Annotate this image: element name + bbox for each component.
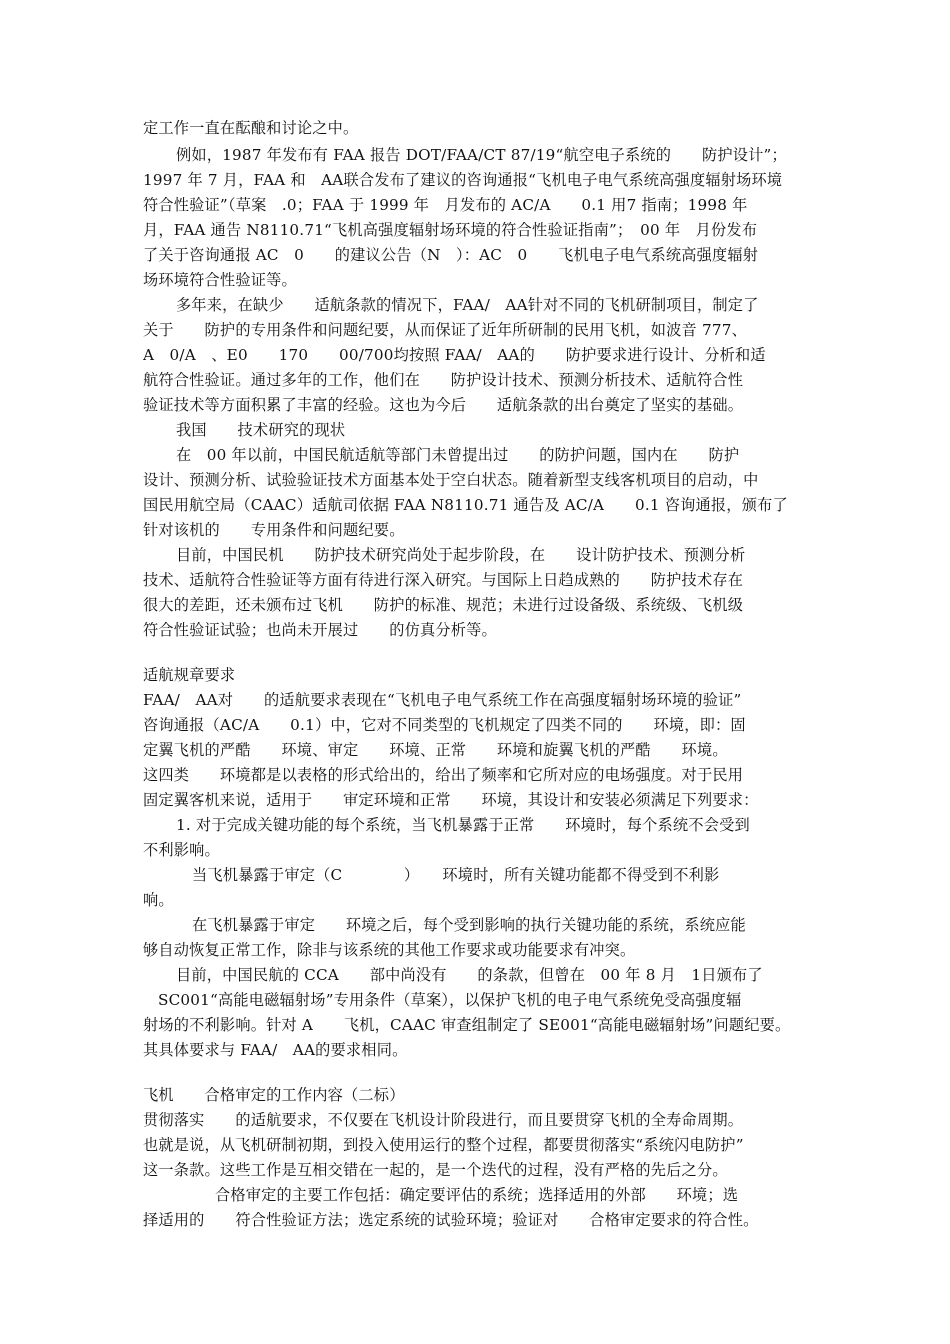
- text-line: 1. 对于完成关键功能的每个系统，当飞机暴露于正常 环境时，每个系统不会受到: [176, 816, 750, 834]
- section-heading: 适航规章要求: [143, 666, 236, 684]
- text-line: 目前，中国民机 防护技术研究尚处于起步阶段，在 设计防护技术、预测分析: [176, 546, 746, 564]
- text-line: 定翼飞机的严酷 环境、审定 环境、正常 环境和旋翼飞机的严酷 环境。: [143, 741, 728, 759]
- text-line: 在飞机暴露于审定 环境之后，每个受到影响的执行关键功能的系统，系统应能: [192, 916, 746, 934]
- text-line: 月，FAA 通告 N8110.71“飞机高强度辐射场环境的符合性验证指南”； 00 年 月份发布: [143, 221, 758, 239]
- text-line: 在 00 年以前，中国民航适航等部门未曾提出过 的防护问题，国内在 防护: [176, 446, 740, 464]
- text-line: 固定翼客机来说，适用于 审定环境和正常 环境，其设计和安装必须满足下列要求：: [143, 791, 759, 809]
- text-line: 不利影响。: [143, 841, 220, 859]
- text-line: 贯彻落实 的适航要求，不仅要在飞机设计阶段进行，而且要贯穿飞机的全寿命周期。: [143, 1111, 744, 1129]
- text-line: 响。: [143, 891, 174, 909]
- text-line: 例如，1987 年发布有 FAA 报告 DOT/FAA/CT 87/19“航空电子系统的 防护设计”；: [176, 146, 787, 164]
- text-line: 设计、预测分析、试验验证技术方面基本处于空白状态。随着新型支线客机项目的启动，中: [143, 471, 759, 489]
- text-line: 定工作一直在酝酿和讨论之中。: [143, 119, 359, 137]
- text-line: 针对该机的 专用条件和问题纪要。: [143, 521, 405, 539]
- text-line: 了关于咨询通报 AC 0 的建议公告（N ）：AC 0 飞机电子电气系统高强度辐射: [143, 246, 759, 264]
- text-line: 咨询通报（AC/A 0.1）中，它对不同类型的飞机规定了四类不同的 环境，即：固: [143, 716, 746, 734]
- text-line: A 0/A 、E0 170 00/700均按照 FAA/ AA的 防护要求进行设计、分析和适: [143, 346, 766, 364]
- text-line: 国民用航空局（CAAC）适航司依据 FAA N8110.71 通告及 AC/A 0.1 咨询通报，颁布了: [143, 496, 788, 514]
- text-line: 射场的不利影响。针对 A 飞机，CAAC 审查组制定了 SE001“高能电磁辐射场”问题纪要。: [143, 1016, 791, 1034]
- section-heading: 我国 技术研究的现状: [176, 421, 346, 439]
- text-line: 很大的差距，还未颁布过飞机 防护的标准、规范；未进行过设备级、系统级、飞机级: [143, 596, 744, 614]
- text-line: 择适用的 符合性验证方法；选定系统的试验环境；验证对 合格审定要求的符合性。: [143, 1211, 759, 1229]
- text-line: FAA/ AA对 的适航要求表现在“飞机电子电气系统工作在高强度辐射场环境的验证”: [143, 691, 742, 709]
- text-line: 合格审定的主要工作包括：确定要评估的系统；选择适用的外部 环境；选: [215, 1186, 739, 1204]
- text-line: 这四类 环境都是以表格的形式给出的，给出了频率和它所对应的电场强度。对于民用: [143, 766, 744, 784]
- text-line: 当飞机暴露于审定（C ） 环境时，所有关键功能都不得受到不利影: [192, 866, 720, 884]
- text-line: SC001“高能电磁辐射场”专用条件（草案），以保护飞机的电子电气系统免受高强度辐: [158, 991, 742, 1009]
- text-line: 多年来，在缺少 适航条款的情况下，FAA/ AA针对不同的飞机研制项目，制定了: [176, 296, 759, 314]
- text-line: 航符合性验证。通过多年的工作，他们在 防护设计技术、预测分析技术、适航符合性: [143, 371, 744, 389]
- text-line: 符合性验证试验；也尚未开展过 的仿真分析等。: [143, 621, 497, 639]
- text-line: 场环境符合性验证等。: [143, 271, 297, 289]
- text-line: 关于 防护的专用条件和问题纪要，从而保证了近年所研制的民用飞机，如波音 777、: [143, 321, 747, 339]
- text-line: 这一条款。这些工作是互相交错在一起的，是一个迭代的过程，没有严格的先后之分。: [143, 1161, 728, 1179]
- text-line: 1997 年 7 月，FAA 和 AA联合发布了建议的咨询通报“飞机电子电气系统高强度辐射场环境: [143, 171, 783, 189]
- text-line: 也就是说，从飞机研制初期，到投入使用运行的整个过程，都要贯彻落实“系统闪电防护”: [143, 1136, 744, 1154]
- text-line: 符合性验证”（草案 .0；FAA 于 1999 年 月发布的 AC/A 0.1 用7 指南；1998 年: [143, 196, 748, 214]
- text-line: 够自动恢复正常工作，除非与该系统的其他工作要求或功能要求有冲突。: [143, 941, 636, 959]
- text-line: 其具体要求与 FAA/ AA的要求相同。: [143, 1041, 408, 1059]
- text-line: 验证技术等方面积累了丰富的经验。这也为今后 适航条款的出台奠定了坚实的基础。: [143, 396, 744, 414]
- text-line: 技术、适航符合性验证等方面有待进行深入研究。与国际上日趋成熟的 防护技术存在: [143, 571, 744, 589]
- section-heading: 飞机 合格审定的工作内容（二标）: [143, 1086, 405, 1104]
- text-line: 目前，中国民航的 CCA 部中尚没有 的条款，但曾在 00 年 8 月 1日颁布了: [176, 966, 763, 984]
